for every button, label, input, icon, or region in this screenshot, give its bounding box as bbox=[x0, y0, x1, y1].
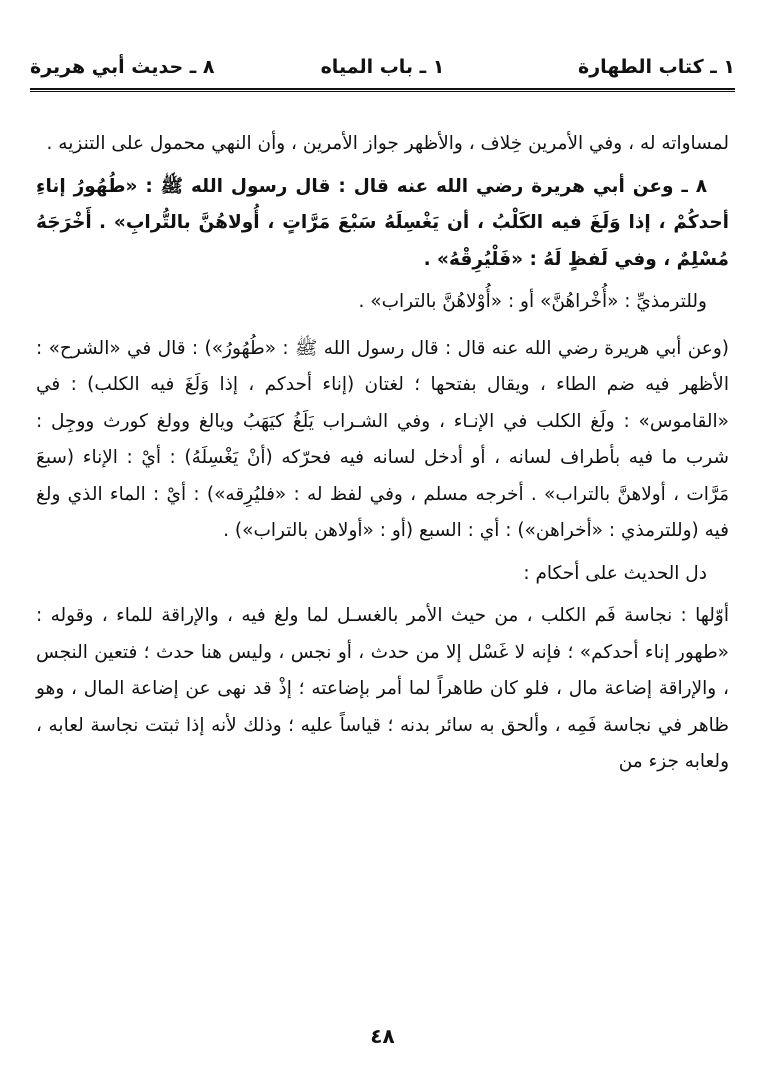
hadith-paragraph bbox=[36, 169, 729, 279]
page-body bbox=[36, 126, 729, 787]
book-title: ١ ـ كتاب الطهارة bbox=[578, 56, 735, 78]
hadith-title: ٨ ـ حديث أبي هريرة bbox=[30, 56, 215, 78]
page-number: ٤٨ bbox=[370, 1024, 395, 1048]
commentary-paragraph: (وعن أبي هريرة رضي الله عنه قال : قال رسول الله ﷺ : «طُهُورُ») : قال في «الشرح» : الأظهر فيه ضم الطاء ، ويقال بفتحها ؛ لغتان (إناء أحدكم ، إذا وَلَغَ فيه الكلب) : في «القاموس» : ولَغ الكلب في الإنـاء ، وفي الشـراب يَلَغُ كيَهَبُ ويالغ وولغ كورث ووجِل : شرب ما فيه بأطراف لسانه ، أو أدخل لسانه فيه فحرّكه (أنْ يَغْسِلَهُ) : أيْ : الإناء (سبعَ مَرَّات ، أولاهنَّ بالتراب» . أخرجه مسلم ، وفي لفظ له : «فليُرِقه») : أيْ : الماء الذي ولغ فيه (وللترمذي : «أخراهن») : أي : السبع (أو : «أولاهن بالتراب») . bbox=[36, 337, 729, 541]
ruling-first-paragraph: أوّلها : نجاسة فَم الكلب ، من حيث الأمر بالغسـل لما ولغ فيه ، والإراقة للماء ، وقوله : «طهور إناء أحدكم» ؛ فإنه لا غَسْل إلا من حدث ، أو نجس ، وليس هنا حدث ؛ فتعين النجس ، والإراقة إضاعة مال ، فلو كان طاهراً لما أمر بإضاعته ؛ إذْ قد نهى عن إضاعة المال ، وهو ظاهر في نجاسة فَمِه ، وألحق به سائر بدنه ؛ قياساً عليه ؛ وذلك لأنه إذا ثبتت نجاسة لعابه ، ولعابه جزء من bbox=[36, 605, 729, 772]
rulings-heading: دل الحديث على أحكام : bbox=[523, 562, 707, 584]
header-rule bbox=[30, 88, 735, 90]
running-header bbox=[30, 52, 735, 86]
hadith-text: ٨ ـ وعن أبي هريرة رضي الله عنه قال : قال رسول الله ﷺ : «طُهُورُ إناءِ أحدكُمْ ، إذا وَلَغَ فيه الكَلْبُ ، أن يَغْسِلَهُ سَبْعَ مَرَّاتٍ ، أُولاهُنَّ بالتُّرابِ» . bbox=[36, 175, 729, 233]
header-rule-thin bbox=[30, 91, 735, 92]
tirmidhi-variant: وللترمذيِّ : «أُخْراهُنَّ» أو : «أُوْلاهُنَّ بالتراب» . bbox=[358, 291, 707, 312]
hadith-source: أَخْرَجَهُ مُسْلِمٌ ، وفي لَفظٍ لَهُ : «فَلْيُرِقْهُ» . bbox=[36, 212, 729, 270]
paragraph-continuation: لمساواته له ، وفي الأمرين خِلاف ، والأظهر جواز الأمرين ، وأن النهي محمول على التنزيه . bbox=[46, 133, 729, 154]
chapter-title: ١ ـ باب المياه bbox=[320, 56, 445, 78]
